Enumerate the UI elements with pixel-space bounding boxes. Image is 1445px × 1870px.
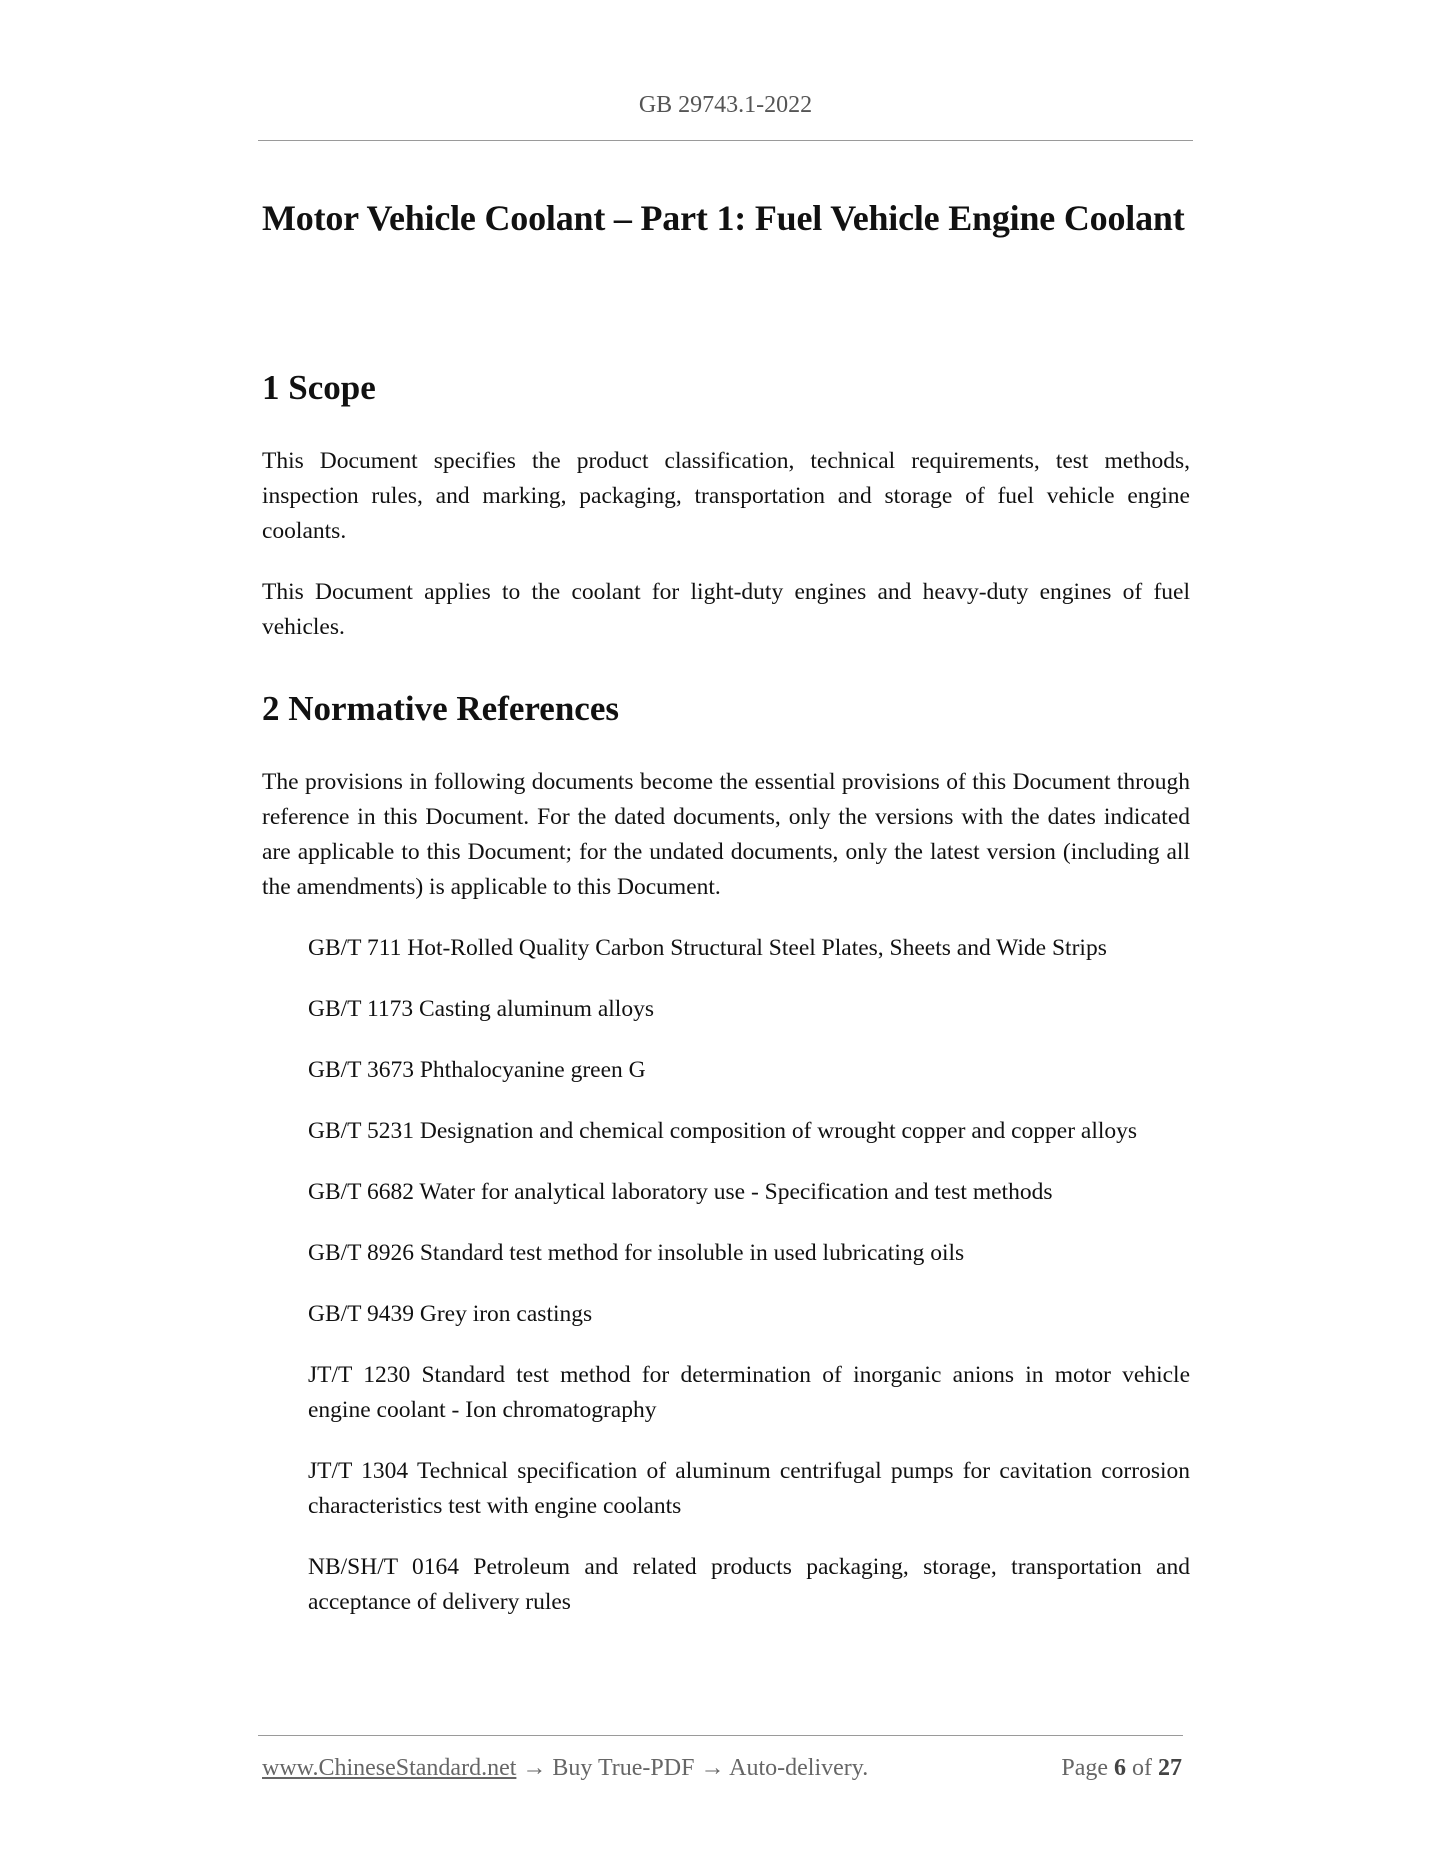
reference-item: JT/T 1230 Standard test method for determination of inorganic anions in motor vehicle engine coolant - Ion chromatography bbox=[308, 1362, 1190, 1423]
page-of-label: of bbox=[1132, 1755, 1152, 1781]
page-label: Page bbox=[1061, 1755, 1108, 1781]
reference-item: GB/T 6682 Water for analytical laboratory use - Specification and test methods bbox=[308, 1179, 1053, 1205]
page-number bbox=[1061, 1752, 1182, 1784]
page-current: 6 bbox=[1114, 1755, 1126, 1781]
reference-list bbox=[262, 931, 1190, 1620]
reference-item: GB/T 5231 Designation and chemical composition of wrought copper and copper alloys bbox=[308, 1118, 1138, 1144]
page-header: GB 29743.1-2022 bbox=[638, 92, 813, 118]
scope-paragraph: This Document applies to the coolant for light-duty engines and heavy-duty engines of fuel vehicles. bbox=[262, 579, 1190, 640]
reference-item: GB/T 711 Hot-Rolled Quality Carbon Structural Steel Plates, Sheets and Wide Strips bbox=[308, 935, 1107, 961]
reference-item: GB/T 1173 Casting aluminum alloys bbox=[308, 996, 654, 1022]
header-divider bbox=[258, 140, 1193, 141]
section-heading-scope: 1 Scope bbox=[262, 368, 376, 407]
arrow-right-icon: → bbox=[522, 1755, 547, 1781]
section-heading-normative-references: 2 Normative References bbox=[262, 689, 619, 728]
page-total: 27 bbox=[1158, 1755, 1182, 1781]
reference-item: JT/T 1304 Technical specification of aluminum centrifugal pumps for cavitation corrosion characteristics test with engine coolants bbox=[308, 1458, 1190, 1519]
reference-item: GB/T 9439 Grey iron castings bbox=[308, 1301, 593, 1327]
site-link[interactable]: www.ChineseStandard.net bbox=[262, 1755, 517, 1781]
document-body bbox=[262, 196, 1190, 1646]
auto-delivery-text: Auto-delivery. bbox=[729, 1755, 869, 1781]
reference-item: NB/SH/T 0164 Petroleum and related products packaging, storage, transportation and acceptance of delivery rules bbox=[308, 1554, 1190, 1615]
footer-promo bbox=[262, 1752, 868, 1784]
buy-pdf-text: Buy True-PDF bbox=[552, 1755, 695, 1781]
scope-paragraph: This Document specifies the product classification, technical requirements, test methods, inspection rules, and marking, packaging, transportation and storage of fuel vehicle engine coolants. bbox=[262, 448, 1190, 544]
normative-references-intro: The provisions in following documents become the essential provisions of this Document through reference in this Document. For the dated documents, only the versions with the dates indicated are applicable to this Document; for the undated documents, only the latest version (including all the amendments) is applicable to this Document. bbox=[262, 769, 1190, 900]
reference-item: GB/T 3673 Phthalocyanine green G bbox=[308, 1057, 646, 1083]
document-title: Motor Vehicle Coolant – Part 1: Fuel Vehicle Engine Coolant bbox=[262, 198, 1185, 238]
reference-item: GB/T 8926 Standard test method for insoluble in used lubricating oils bbox=[308, 1240, 965, 1266]
arrow-right-icon: → bbox=[700, 1755, 725, 1781]
footer-divider bbox=[258, 1735, 1183, 1736]
